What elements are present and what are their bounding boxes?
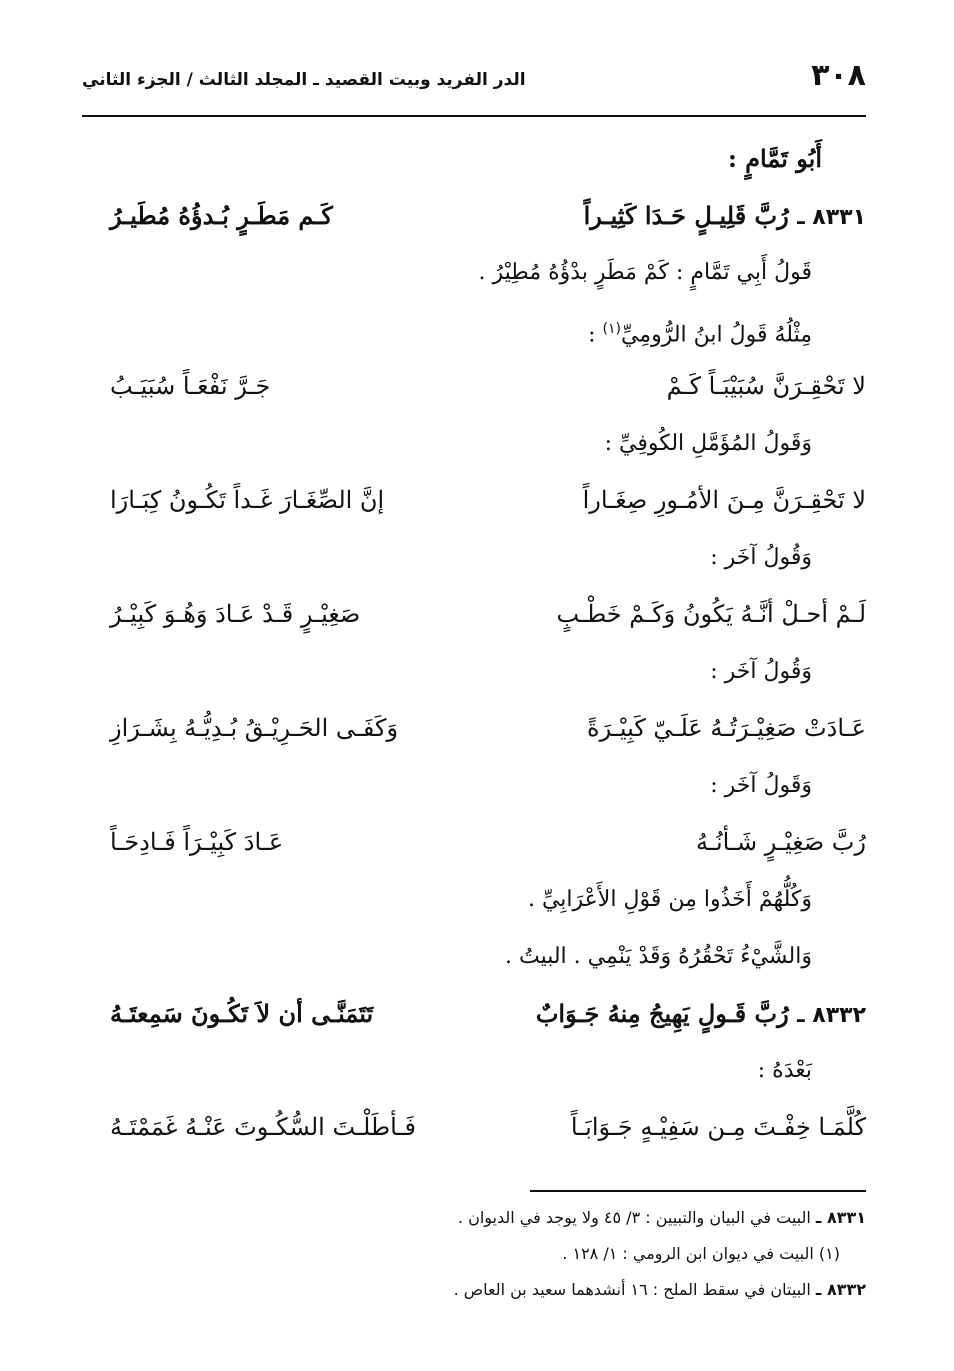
page-number: ٣٠٨ xyxy=(811,58,866,93)
first-hemistich: لا تَحْقِـرَنَّ مِـنَ الأمُـورِ صِغَـاراً xyxy=(582,486,866,514)
entry-number: ٨٣٣١ ـ xyxy=(797,205,866,230)
verse-entry-8332 xyxy=(82,985,866,1042)
verse-line xyxy=(82,358,866,415)
second-hemistich: جَـرَّ نَفْعَـاً سُبَيَـبُ xyxy=(110,372,271,400)
first-hemistich: عَـادَتْ صَغِيْـرَتُـهُ عَلَـيّ كَبِيْـرَةً xyxy=(587,714,866,742)
footnote-text: البيتان في سقط الملح : ١٦ أنشدهما سعيد بن العاص . xyxy=(453,1280,811,1299)
poet-heading: أَبُو تَمَّامٍ : xyxy=(727,144,822,173)
footnote-number: ٨٣٣٢ ـ xyxy=(815,1280,866,1299)
footnote-text: البيت في ديوان ابن الرومي : ١/ ١٢٨ . xyxy=(562,1244,814,1263)
verse-entry-8331 xyxy=(82,187,866,244)
verse-line xyxy=(82,814,866,871)
prose-text: : xyxy=(588,322,603,348)
entry-number: ٨٣٣٢ ـ xyxy=(797,1003,866,1028)
second-hemistich: تَتَمَنَّـى أن لاَ تَكُـونَ سَمِعتَـهُ xyxy=(110,999,374,1028)
footnote-text: البيت في البيان والتبيين : ٣/ ٤٥ ولا يوجد في الديوان . xyxy=(457,1208,811,1227)
hemistich-text: رُبَّ قَـولٍ يَهِيجُ مِنهُ جَـوَابٌ xyxy=(535,999,789,1028)
first-hemistich xyxy=(486,985,866,1044)
prose-line: وَقَولُ آخَر : xyxy=(710,773,812,798)
second-hemistich: عَـادَ كَبِيْـرَاً فَـادِحَـاً xyxy=(110,828,284,856)
prose-line: وَقُولُ آخَر : xyxy=(710,659,812,684)
second-hemistich: كَـم مَطَـرٍ بُـدؤُهُ مُطَيـرُ xyxy=(110,201,333,230)
verse-line xyxy=(82,472,866,529)
header-rule xyxy=(82,115,866,117)
footnotes xyxy=(82,1200,866,1308)
footnote-item xyxy=(82,1236,866,1272)
first-hemistich: لا تَحْقِـرَنَّ سُبَيْبَـاً كَـمْ xyxy=(666,372,866,400)
first-hemistich: رُبَّ صَغِيْـرٍ شَـأنُـهُ xyxy=(696,828,866,856)
prose-line: وَكُلُّهُمْ أَخَذُوا مِن قَوْلِ الأَعْرَابِيِّ . xyxy=(527,887,812,912)
verse-line xyxy=(82,700,866,757)
second-hemistich: وَكَفَـى الحَـرِيْـقُ بُـدِيُّـهُ بِشَـرَازِ xyxy=(110,714,399,742)
second-hemistich: إنَّ الصِّغَـارَ غَـداً تَكُـونُ كِبَـارَا xyxy=(110,486,385,514)
hemistich-text: رُبَّ قَلِيـلٍ حَـدَا كَثِيـراً xyxy=(583,201,789,230)
page-body xyxy=(82,130,866,1156)
footnote-number: (١) xyxy=(818,1244,840,1263)
prose-line: بَعْدَهُ : xyxy=(757,1058,812,1083)
page-header xyxy=(82,58,866,108)
verse-line xyxy=(82,1099,866,1156)
prose-line: وَقُولُ آخَر : xyxy=(710,545,812,570)
footnote-rule xyxy=(530,1190,866,1192)
prose-line xyxy=(82,301,866,358)
footnote-item xyxy=(82,1272,866,1308)
verse-line xyxy=(82,586,866,643)
footnote-marker: (١) xyxy=(602,321,621,337)
first-hemistich xyxy=(486,187,866,246)
prose-text: مِثْلُهُ قَولُ ابنُ الرُّومِيِّ xyxy=(620,322,812,348)
second-hemistich: فَـأطَلْـتَ السُّكُـوتَ عَنْـهُ غَمَمْتَـهُ xyxy=(110,1113,416,1141)
prose-line: وَقَولُ المُؤَمَّلِ الكُوفِيِّ : xyxy=(604,431,812,456)
first-hemistich: لَـمْ أحـلْ أنَّـهُ يَكُونُ وَكَـمْ خَطْـبٍ xyxy=(556,600,866,628)
footnote-number: ٨٣٣١ ـ xyxy=(815,1208,866,1227)
running-title: الدر الفريد وبيت القصيد ـ المجلد الثالث / الجزء الثاني xyxy=(82,70,526,90)
prose-line: وَالشَّيْءُ تَحْقُرُهُ وَقَدْ يَنْمِي . البيتُ . xyxy=(504,944,812,969)
prose-line: قَولُ أَبِي تَمَّامٍ : كَمْ مَطَرٍ بدْؤُهُ مُطِيْرُ . xyxy=(478,260,812,285)
second-hemistich: صَغِيْـرٍ قَـدْ عَـادَ وَهُـوَ كَبِيْـرُ xyxy=(110,600,361,628)
footnote-item xyxy=(82,1200,866,1236)
first-hemistich: كُلَّمَـا خِفْـتَ مِـن سَفِيْـهٍ جَـوَابَـاً xyxy=(570,1113,866,1141)
